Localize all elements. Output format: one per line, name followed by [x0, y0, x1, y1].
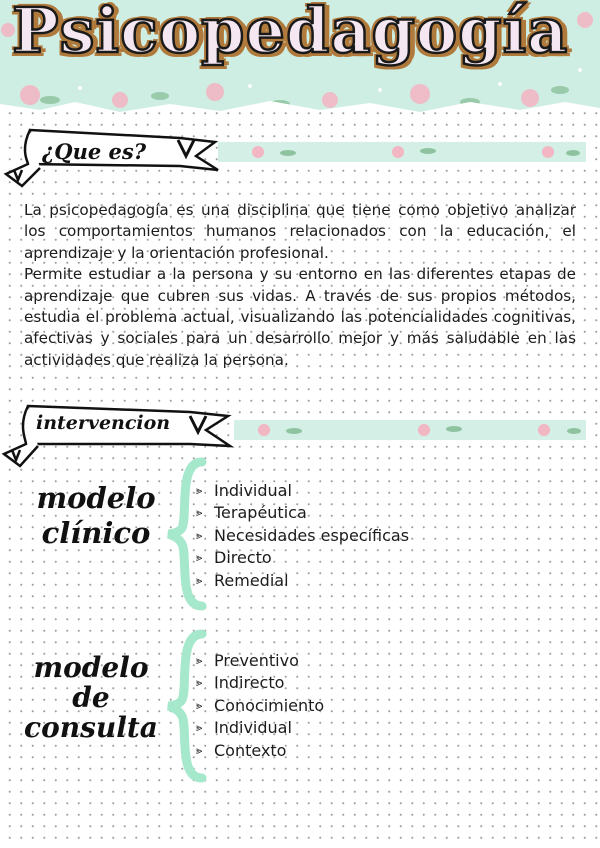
list-item: [196, 525, 409, 547]
list-item-label: Remedial: [214, 570, 289, 590]
model-title-line: modelo: [36, 481, 156, 515]
paragraph-2: Permite estudiar a la persona y su entorno en las diferentes etapas de aprendizaje que cubren sus vidas. A través de sus propios métodos, estudia el problema actual, visualizando las potencialidades cognitivas, afectivas y sociales para un desarrollo mejor y más saludable en las actividades que realiza la persona.: [24, 265, 576, 369]
list-item-label: Individual: [214, 718, 292, 738]
list-item-label: Indirecto: [214, 673, 285, 693]
model-consulta-title: [16, 651, 166, 744]
bullet-icon: ⪢: [196, 721, 203, 735]
header-banner: [0, 0, 600, 112]
bullet-icon: ⪢: [196, 698, 203, 712]
list-item: [196, 717, 324, 739]
bullet-icon: ⪢: [196, 484, 203, 497]
model-clinico-title: [26, 481, 166, 550]
list-item: [196, 547, 409, 569]
bullet-icon: ⪢: [196, 743, 203, 757]
model-title-line: de: [72, 681, 110, 714]
list-item-label: Individual: [214, 481, 292, 500]
description-paragraph: [24, 200, 576, 371]
bullet-icon: ⪢: [196, 654, 203, 667]
paragraph-1: La psicopedagogía es una disciplina que tiene como objetivo analizar los comportamientos humanos relacionados con la educación, el aprendizaje y la orientación profesional.: [24, 201, 576, 262]
bullet-icon: ⪢: [196, 506, 203, 520]
model-title-line: consulta: [24, 711, 158, 744]
page-title: Psicopedagogía: [12, 0, 569, 67]
list-item: [196, 570, 409, 592]
list-item: [196, 480, 409, 502]
list-item-label: Directo: [214, 548, 272, 568]
list-item-label: Necesidades específicas: [214, 525, 410, 545]
list-item: [196, 502, 409, 524]
model-title-line: modelo: [33, 651, 149, 684]
list-item-label: Terapéutica: [214, 503, 307, 523]
list-item-label: Preventivo: [214, 651, 299, 670]
model-clinico-list: [196, 480, 409, 592]
list-item: [196, 695, 324, 717]
washi-tape: [218, 142, 586, 162]
list-item-label: Contexto: [214, 740, 287, 760]
washi-tape: [234, 420, 586, 440]
section-heading-intervencion: intervencion: [36, 412, 171, 434]
bullet-icon: ⪢: [196, 676, 203, 690]
list-item: [196, 650, 324, 672]
model-consulta-list: [196, 650, 324, 762]
torn-edge: [0, 96, 600, 112]
section-heading-que-es: ¿Que es?: [42, 139, 147, 164]
model-title-line: clínico: [41, 516, 151, 550]
list-item-label: Conocimiento: [214, 695, 325, 715]
list-item: [196, 740, 324, 762]
list-item: [196, 672, 324, 694]
bullet-icon: ⪢: [196, 551, 203, 565]
bullet-icon: ⪢: [196, 573, 203, 587]
bullet-icon: ⪢: [196, 528, 203, 542]
